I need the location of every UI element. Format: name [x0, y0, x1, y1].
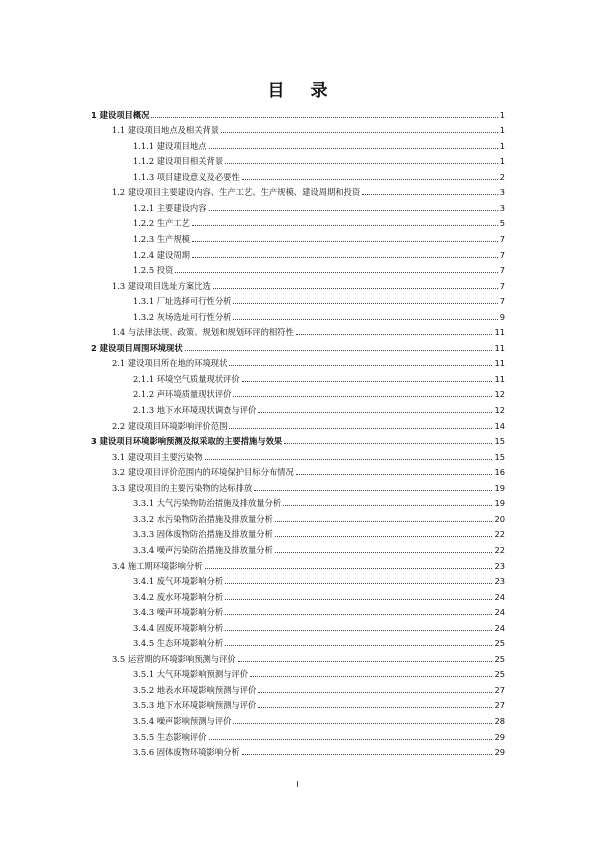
toc-entry-title: 3.1 建设项目主要污染物 [112, 451, 203, 462]
page-number: I [296, 780, 299, 789]
toc-entry[interactable] [112, 462, 505, 478]
toc-entry[interactable] [112, 477, 505, 493]
toc-entry[interactable] [133, 213, 505, 229]
toc-entry-page: 27 [494, 700, 505, 711]
toc-entry-page: 7 [499, 265, 505, 276]
toc-entry[interactable] [133, 493, 505, 509]
toc-entry-title: 3.4.1 废气环境影响分析 [133, 576, 224, 587]
toc-entry-title: 3.3.2 水污染物防治措施及排放量分析 [133, 513, 273, 524]
toc-entry[interactable] [112, 182, 505, 198]
dot-leader [254, 490, 492, 491]
dot-leader [221, 132, 498, 133]
dot-leader [213, 288, 498, 289]
toc-entry-page: 7 [499, 296, 505, 307]
toc-entry[interactable] [133, 664, 505, 680]
toc-entry-page: 11 [494, 342, 505, 353]
dot-leader [275, 521, 493, 522]
toc-entry-page: 28 [494, 716, 505, 727]
dot-leader [229, 428, 492, 429]
dot-leader [233, 396, 492, 397]
toc-entry-title: 1 建设项目概况 [91, 109, 150, 120]
toc-entry[interactable] [133, 602, 505, 618]
dot-leader [258, 707, 492, 708]
toc-entry[interactable] [133, 679, 505, 695]
toc-entry-title: 1.2.4 建设周期 [133, 249, 190, 260]
toc-entry-page: 24 [494, 591, 505, 602]
toc-entry-title: 3.2 建设项目评价范围内的环境保护目标分布情况 [112, 467, 294, 478]
toc-entry-page: 11 [494, 327, 505, 338]
toc-entry-page: 25 [494, 638, 505, 649]
toc-entry-page: 5 [499, 218, 505, 229]
dot-leader [283, 505, 492, 506]
toc-entry-title: 1.3.2 灰场选址可行性分析 [133, 311, 232, 322]
dot-leader [175, 272, 497, 273]
toc-entry-page: 1 [499, 140, 505, 151]
dot-leader [205, 459, 493, 460]
toc-entry-page: 11 [494, 358, 505, 369]
toc-entry-page: 1 [499, 109, 505, 120]
dot-leader [225, 614, 492, 615]
dot-leader [209, 210, 498, 211]
dot-leader [225, 163, 498, 164]
dot-leader [192, 225, 498, 226]
toc-entry[interactable] [133, 539, 505, 555]
toc-entry-title: 2 建设项目周围环境现状 [91, 342, 183, 353]
dot-leader [229, 365, 492, 366]
toc-entry[interactable] [112, 275, 505, 291]
toc-entry[interactable] [133, 197, 505, 213]
page-title: 目 录 [267, 81, 338, 101]
toc-entry-page: 1 [499, 156, 505, 167]
dot-leader [258, 412, 492, 413]
dot-leader [238, 661, 493, 662]
toc-entry[interactable] [133, 710, 505, 726]
toc-entry[interactable] [133, 151, 505, 167]
toc-entry[interactable] [133, 228, 505, 244]
dot-leader [225, 599, 492, 600]
toc-entry-title: 3.4.5 生态环境影响分析 [133, 638, 224, 649]
dot-leader [242, 754, 493, 755]
toc-entry[interactable] [112, 555, 505, 571]
toc-entry-page: 1 [499, 125, 505, 136]
toc-entry[interactable] [133, 384, 505, 400]
toc-entry-title: 1.3 建设项目选址方案比选 [112, 280, 211, 291]
toc-entry-title: 3.5.4 噪声影响预测与评价 [133, 716, 232, 727]
toc-entry-page: 23 [494, 560, 505, 571]
toc-entry-page: 19 [494, 498, 505, 509]
toc-entry-page: 7 [499, 233, 505, 244]
toc-entry[interactable] [112, 415, 505, 431]
toc-entry[interactable] [133, 524, 505, 540]
dot-leader [233, 723, 492, 724]
toc-entry-title: 1.4 与法律法规、政策、规划和规划环评的相符性 [112, 327, 294, 338]
dot-leader [296, 474, 493, 475]
dot-leader [362, 194, 498, 195]
toc-entry-title: 2.1.3 地下水环境现状调查与评价 [133, 405, 257, 416]
toc-entry-page: 22 [494, 529, 505, 540]
dot-leader [242, 179, 498, 180]
dot-leader [205, 568, 493, 569]
toc-entry-title: 3.4.4 固废环境影响分析 [133, 622, 224, 633]
toc-entry-page: 14 [494, 420, 505, 431]
toc-entry-title: 3.5 运营期的环境影响预测与评价 [112, 653, 236, 664]
toc-entry-title: 1.1 建设项目地点及相关背景 [112, 125, 220, 136]
toc-entry[interactable] [112, 648, 505, 664]
toc-entry[interactable] [133, 135, 505, 151]
toc-entry-title: 3.3 建设项目的主要污染物的达标排放 [112, 482, 253, 493]
dot-leader [284, 443, 492, 444]
toc-entry-title: 3 建设项目环境影响预测及拟采取的主要措施与效果 [91, 436, 283, 447]
toc-entry-page: 15 [494, 436, 505, 447]
toc-entry-title: 1.2.2 生产工艺 [133, 218, 190, 229]
toc-entry-title: 3.3.3 固体废物防治措施及排放量分析 [133, 529, 273, 540]
toc-entry-title: 3.5.5 生态影响评价 [133, 731, 207, 742]
dot-leader [258, 692, 492, 693]
dot-leader [192, 257, 498, 258]
toc-entry-page: 12 [494, 405, 505, 416]
toc-entry-title: 3.4.2 废水环境影响分析 [133, 591, 224, 602]
toc-entry-title: 2.1 建设项目所在地的环境现状 [112, 358, 228, 369]
toc-entry-title: 1.2.3 生产规模 [133, 233, 190, 244]
toc-entry-title: 3.3.1 大气污染物防治措施及排放量分析 [133, 498, 282, 509]
toc-entry-title: 1.2.5 投资 [133, 265, 174, 276]
toc-entry-page: 9 [499, 311, 505, 322]
toc-entry-title: 1.2.1 主要建设内容 [133, 202, 207, 213]
toc-entry-title: 2.1.2 声环境质量现状评价 [133, 389, 232, 400]
dot-leader [185, 350, 493, 351]
toc-entry-title: 2.1.1 环境空气质量现状评价 [133, 373, 240, 384]
toc-entry-page: 29 [494, 731, 505, 742]
toc-entry-page: 25 [494, 653, 505, 664]
toc-entry[interactable] [112, 120, 505, 136]
dot-leader [225, 645, 492, 646]
dot-leader [250, 676, 492, 677]
toc-entry[interactable] [133, 244, 505, 260]
toc-entry-page: 25 [494, 669, 505, 680]
toc-entry-page: 7 [499, 249, 505, 260]
toc-entry-page: 2 [499, 171, 505, 182]
toc-entry-page: 23 [494, 576, 505, 587]
toc-entry[interactable] [91, 337, 505, 353]
dot-leader [242, 381, 493, 382]
dot-leader [209, 148, 498, 149]
toc-entry-title: 3.5.3 地下水环境影响预测与评价 [133, 700, 257, 711]
toc-entry[interactable] [133, 617, 505, 633]
toc-entry-title: 1.1.1 建设项目地点 [133, 140, 207, 151]
dot-leader [296, 334, 493, 335]
toc-entry-title: 3.5.6 固体废物环境影响分析 [133, 747, 240, 758]
toc-entry[interactable] [133, 508, 505, 524]
toc-entry-title: 1.1.2 建设项目相关背景 [133, 156, 224, 167]
toc-entry[interactable] [133, 368, 505, 384]
toc-entry-page: 16 [494, 467, 505, 478]
toc-entry[interactable] [133, 742, 505, 758]
toc-entry-page: 3 [499, 202, 505, 213]
toc-entry[interactable] [133, 399, 505, 415]
toc-entry[interactable] [91, 104, 505, 120]
toc-entry[interactable] [133, 695, 505, 711]
dot-leader [225, 630, 492, 631]
toc-entry[interactable] [112, 353, 505, 369]
toc-entry[interactable] [91, 431, 505, 447]
toc-entry-page: 24 [494, 607, 505, 618]
dot-leader [192, 241, 498, 242]
toc-entry-page: 24 [494, 622, 505, 633]
toc-entry-page: 7 [499, 280, 505, 291]
toc-entry-title: 3.3.4 噪声污染防治措施及排放量分析 [133, 544, 273, 555]
toc-entry-title: 1.1.3 项目建设意义及必要性 [133, 171, 240, 182]
toc-entry-title: 1.3.1 厂址选择可行性分析 [133, 296, 232, 307]
toc-entry[interactable] [133, 633, 505, 649]
dot-leader [209, 739, 493, 740]
toc-entry-page: 27 [494, 684, 505, 695]
toc-entry[interactable] [112, 446, 505, 462]
toc-entry[interactable] [133, 260, 505, 276]
toc-entry[interactable] [133, 571, 505, 587]
toc-entry-title: 3.4.3 噪声环境影响分析 [133, 607, 224, 618]
toc-entry-title: 1.2 建设项目主要建设内容、生产工艺、生产规模、建设周期和投资 [112, 187, 361, 198]
toc-entry-page: 11 [494, 373, 505, 384]
toc-entry[interactable] [133, 166, 505, 182]
dot-leader [275, 536, 493, 537]
dot-leader [233, 319, 497, 320]
toc-entry-page: 20 [494, 513, 505, 524]
toc-entry-page: 3 [499, 187, 505, 198]
toc-entry-title: 3.5.2 地表水环境影响预测与评价 [133, 684, 257, 695]
toc-entry-title: 2.2 建设项目环境影响评价范围 [112, 420, 228, 431]
toc-entry[interactable] [133, 586, 505, 602]
toc-entry[interactable] [112, 322, 505, 338]
dot-leader [225, 583, 492, 584]
toc-entry-page: 29 [494, 747, 505, 758]
toc-entry-page: 19 [494, 482, 505, 493]
toc-entry[interactable] [133, 306, 505, 322]
toc-entry[interactable] [133, 291, 505, 307]
toc-entry-page: 15 [494, 451, 505, 462]
dot-leader [275, 552, 493, 553]
toc-entry-page: 12 [494, 389, 505, 400]
dot-leader [151, 117, 497, 118]
dot-leader [233, 303, 497, 304]
toc-entry-title: 3.5.1 大气环境影响预测与评价 [133, 669, 249, 680]
toc-entry-page: 22 [494, 544, 505, 555]
toc-entry[interactable] [133, 726, 505, 742]
toc-entry-title: 3.4 施工期环境影响分析 [112, 560, 203, 571]
